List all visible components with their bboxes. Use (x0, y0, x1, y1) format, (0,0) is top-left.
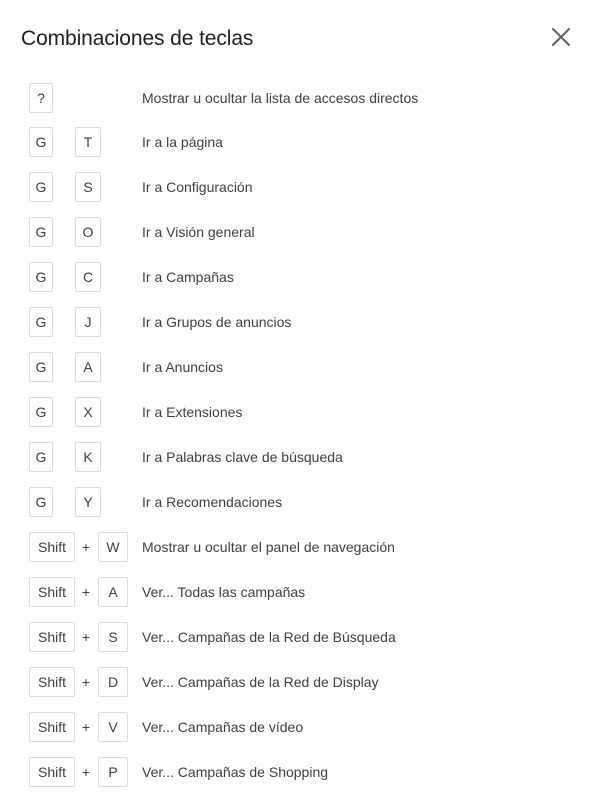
shortcut-description: Ver... Campañas de la Red de Búsqueda (142, 629, 396, 645)
key-cap: Shift (29, 577, 75, 607)
shortcut-description: Mostrar u ocultar la lista de accesos directos (142, 90, 419, 106)
shortcut-row (0, 262, 600, 292)
shortcut-description: Ir a Recomendaciones (142, 494, 283, 510)
shortcut-description: Ir a Grupos de anuncios (142, 314, 292, 330)
shortcut-description: Ir a Campañas (142, 269, 234, 285)
shortcut-row (0, 622, 600, 652)
key-cap: G (29, 487, 53, 517)
dialog-title: Combinaciones de teclas (21, 27, 254, 50)
key-cap: O (75, 217, 101, 247)
shortcut-description: Ver... Campañas de vídeo (142, 719, 304, 735)
key-separator: + (81, 584, 91, 600)
key-cap: Shift (29, 712, 75, 742)
key-cap: G (29, 172, 53, 202)
shortcut-row (0, 172, 600, 202)
shortcut-row (0, 307, 600, 337)
shortcut-row (0, 217, 600, 247)
shortcut-row (0, 442, 600, 472)
shortcut-description: Ver... Campañas de la Red de Display (142, 674, 379, 690)
key-cap: Shift (29, 757, 75, 787)
key-cap: Shift (29, 622, 75, 652)
key-cap: X (75, 397, 101, 427)
key-separator: + (81, 674, 91, 690)
key-cap: V (98, 712, 128, 742)
key-cap: K (75, 442, 101, 472)
key-cap: G (29, 307, 53, 337)
shortcut-row (0, 757, 600, 787)
shortcut-description: Ir a Palabras clave de búsqueda (142, 449, 343, 465)
key-cap: D (98, 667, 128, 697)
key-cap: P (98, 757, 128, 787)
shortcut-description: Mostrar u ocultar el panel de navegación (142, 539, 395, 555)
shortcut-description: Ir a Visión general (142, 224, 255, 240)
key-cap: W (98, 532, 128, 562)
key-cap: G (29, 262, 53, 292)
shortcut-description: Ir a Anuncios (142, 359, 223, 375)
shortcut-description: Ir a Extensiones (142, 404, 243, 420)
shortcut-description: Ir a la página (142, 134, 223, 150)
key-separator: + (81, 629, 91, 645)
key-cap: Y (75, 487, 101, 517)
shortcut-row (0, 127, 600, 157)
shortcut-row (0, 397, 600, 427)
shortcut-description: Ir a Configuración (142, 179, 253, 195)
key-cap: S (98, 622, 128, 652)
key-cap: S (75, 172, 101, 202)
key-cap: A (98, 577, 128, 607)
key-cap: Shift (29, 667, 75, 697)
shortcut-description: Ver... Campañas de Shopping (142, 764, 329, 780)
key-cap: Shift (29, 532, 75, 562)
key-cap: C (75, 262, 101, 292)
key-cap: T (75, 127, 101, 157)
key-cap: A (75, 352, 101, 382)
key-cap: G (29, 442, 53, 472)
shortcut-row (0, 487, 600, 517)
key-cap: G (29, 352, 53, 382)
shortcut-row (0, 83, 600, 113)
key-cap: ? (29, 83, 53, 113)
key-cap: G (29, 397, 53, 427)
key-cap: G (29, 127, 53, 157)
shortcut-row (0, 352, 600, 382)
shortcut-row (0, 532, 600, 562)
key-cap: J (75, 307, 101, 337)
key-separator: + (81, 539, 91, 555)
shortcut-row (0, 712, 600, 742)
shortcut-description: Ver... Todas las campañas (142, 584, 306, 600)
shortcut-row (0, 667, 600, 697)
shortcut-row (0, 577, 600, 607)
key-cap: G (29, 217, 53, 247)
key-separator: + (81, 764, 91, 780)
key-separator: + (81, 719, 91, 735)
